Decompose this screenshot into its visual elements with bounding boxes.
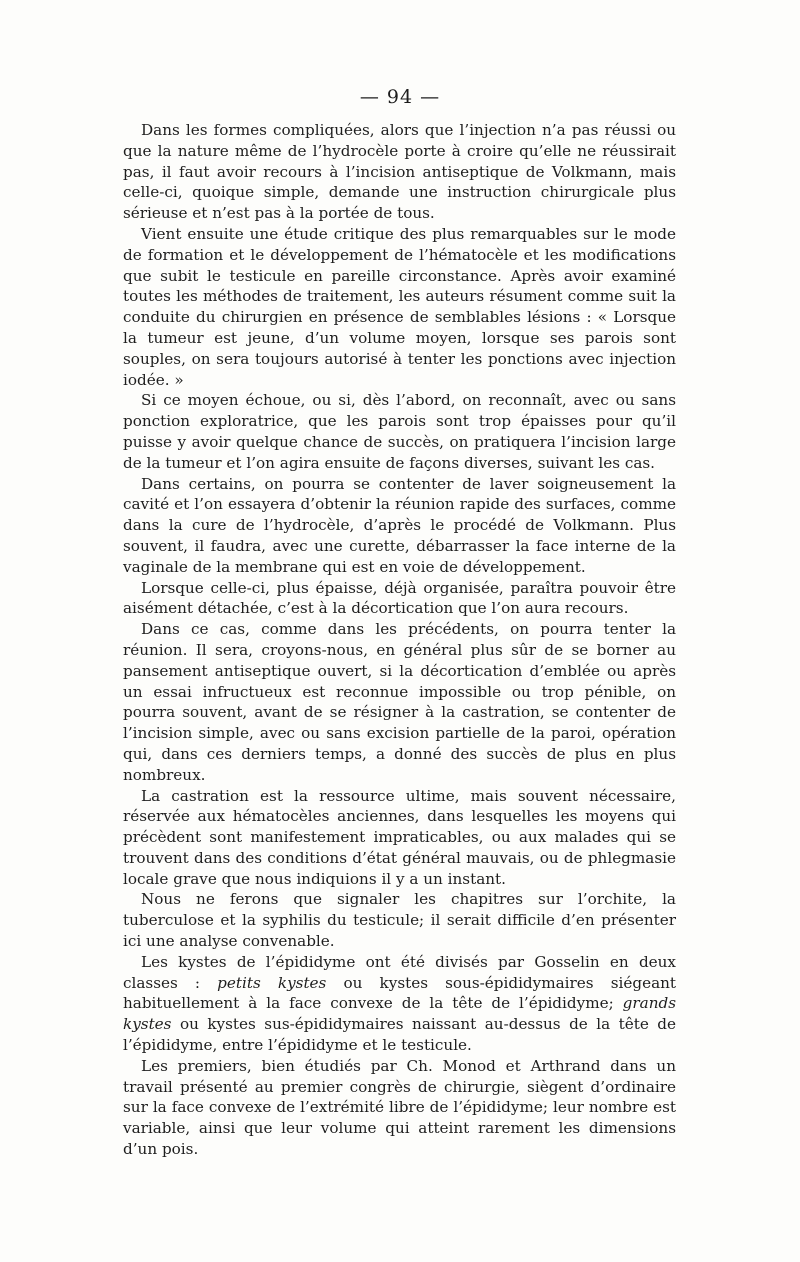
text-segment: Les kystes de l’épididyme ont été divisés par Gosselin en deux classes : (123, 952, 676, 992)
paragraph (123, 474, 676, 578)
paragraph (123, 952, 676, 1056)
italic-term: petits kystes (217, 973, 327, 992)
italic-term: grands kystes (123, 994, 676, 1034)
paragraph (123, 889, 676, 951)
paragraph (123, 786, 676, 890)
paragraph (123, 390, 676, 473)
paragraph (123, 224, 676, 390)
text-segment: ou kystes sus-épididymaires naissant au-dessus de la tête de l’épididyme, entre l’épididyme et le testicule. (123, 1015, 676, 1055)
paragraph (123, 619, 676, 785)
text-segment: Nous ne ferons que signaler les chapitres sur l’orchite, la tuberculose et la syphilis du testicule; il serait difficile d’en présenter ici une analyse convenable. (123, 890, 676, 951)
page-number: — 94 — (359, 86, 441, 108)
text-segment: ou kystes sous-épididymaires siégeant habituellement à la face convexe de la tête de l’épididyme; (123, 973, 677, 1013)
text-segment: Les premiers, bien étudiés par Ch. Monod et Arthrand dans un travail présenté au premier congrès de chirurgie, siègent d’ordinaire sur la face convexe de l’extrémité libre de l’épididyme; leur nombre est variable, ainsi que leur volume qui atteint rarement les dimensions d’un pois. (123, 1056, 676, 1159)
text-segment: Vient ensuite une étude critique des plus remarquables sur le mode de formation et le développement de l’hématocèle et les modifications que subit le testicule en pareille circonstance. Après avoir examiné toutes les méthodes de traitement, les auteurs résument comme suit la conduite du chirurgien en présence de semblables lésions : « Lorsque la tumeur est jeune, d’un volume moyen, lorsque ses parois sont souples, on sera toujours autorisé à tenter les ponctions avec injection iodée. » (123, 224, 676, 389)
text-segment: La castration est la ressource ultime, mais souvent nécessaire, réservée aux hématocèles anciennes, dans lesquelles les moyens qui précèdent sont manifestement impraticables, ou aux malades qui se trouvent dans des conditions d’état général mauvais, ou de phlegmasie locale grave que nous indiquions il y a un instant. (123, 786, 676, 888)
paragraph (123, 578, 676, 620)
paragraph (123, 1056, 676, 1160)
text-segment: Dans certains, on pourra se contenter de laver soigneusement la cavité et l’on essayera d’obtenir la réunion rapide des surfaces, comme dans la cure de l’hydrocèle, d’après le procédé de Volkmann. Plus souvent, il faudra, avec une curette, débarrasser la face interne de la vaginale de la membrane qui est en voie de développement. (123, 474, 676, 576)
body-text (123, 120, 676, 1160)
text-segment: Dans les formes compliquées, alors que l’injection n’a pas réussi ou que la nature même de l’hydrocèle porte à croire qu’elle ne réussirait pas, il faut avoir recours à l’incision antiseptique de Volkmann, mais celle-ci, quoique simple, demande une instruction chirurgicale plus sérieuse et n’est pas à la portée de tous. (123, 121, 676, 223)
text-segment: Si ce moyen échoue, ou si, dès l’abord, on reconnaît, avec ou sans ponction exploratrice, que les parois sont trop épaisses pour qu’il puisse y avoir quelque chance de succès, on pratiquera l’incision large de la tumeur et l’on agira ensuite de façons diverses, suivant les cas. (123, 391, 676, 472)
text-segment: Lorsque celle-ci, plus épaisse, déjà organisée, paraîtra pouvoir être aisément détachée, c’est à la décortication que l’on aura recours. (123, 578, 676, 618)
text-segment: Dans ce cas, comme dans les précédents, on pourra tenter la réunion. Il sera, croyons-nous, en général plus sûr de se borner au pansement antiseptique ouvert, si la décortication d’emblée ou après un essai infructueux est reconnue impossible ou trop pénible, on pourra souvent, avant de se résigner à la castration, se contenter de l’incision simple, avec ou sans excision partielle de la paroi, opération qui, dans ces derniers temps, a donné des succès de plus en plus nombreux. (123, 620, 676, 784)
paragraph (123, 120, 676, 224)
